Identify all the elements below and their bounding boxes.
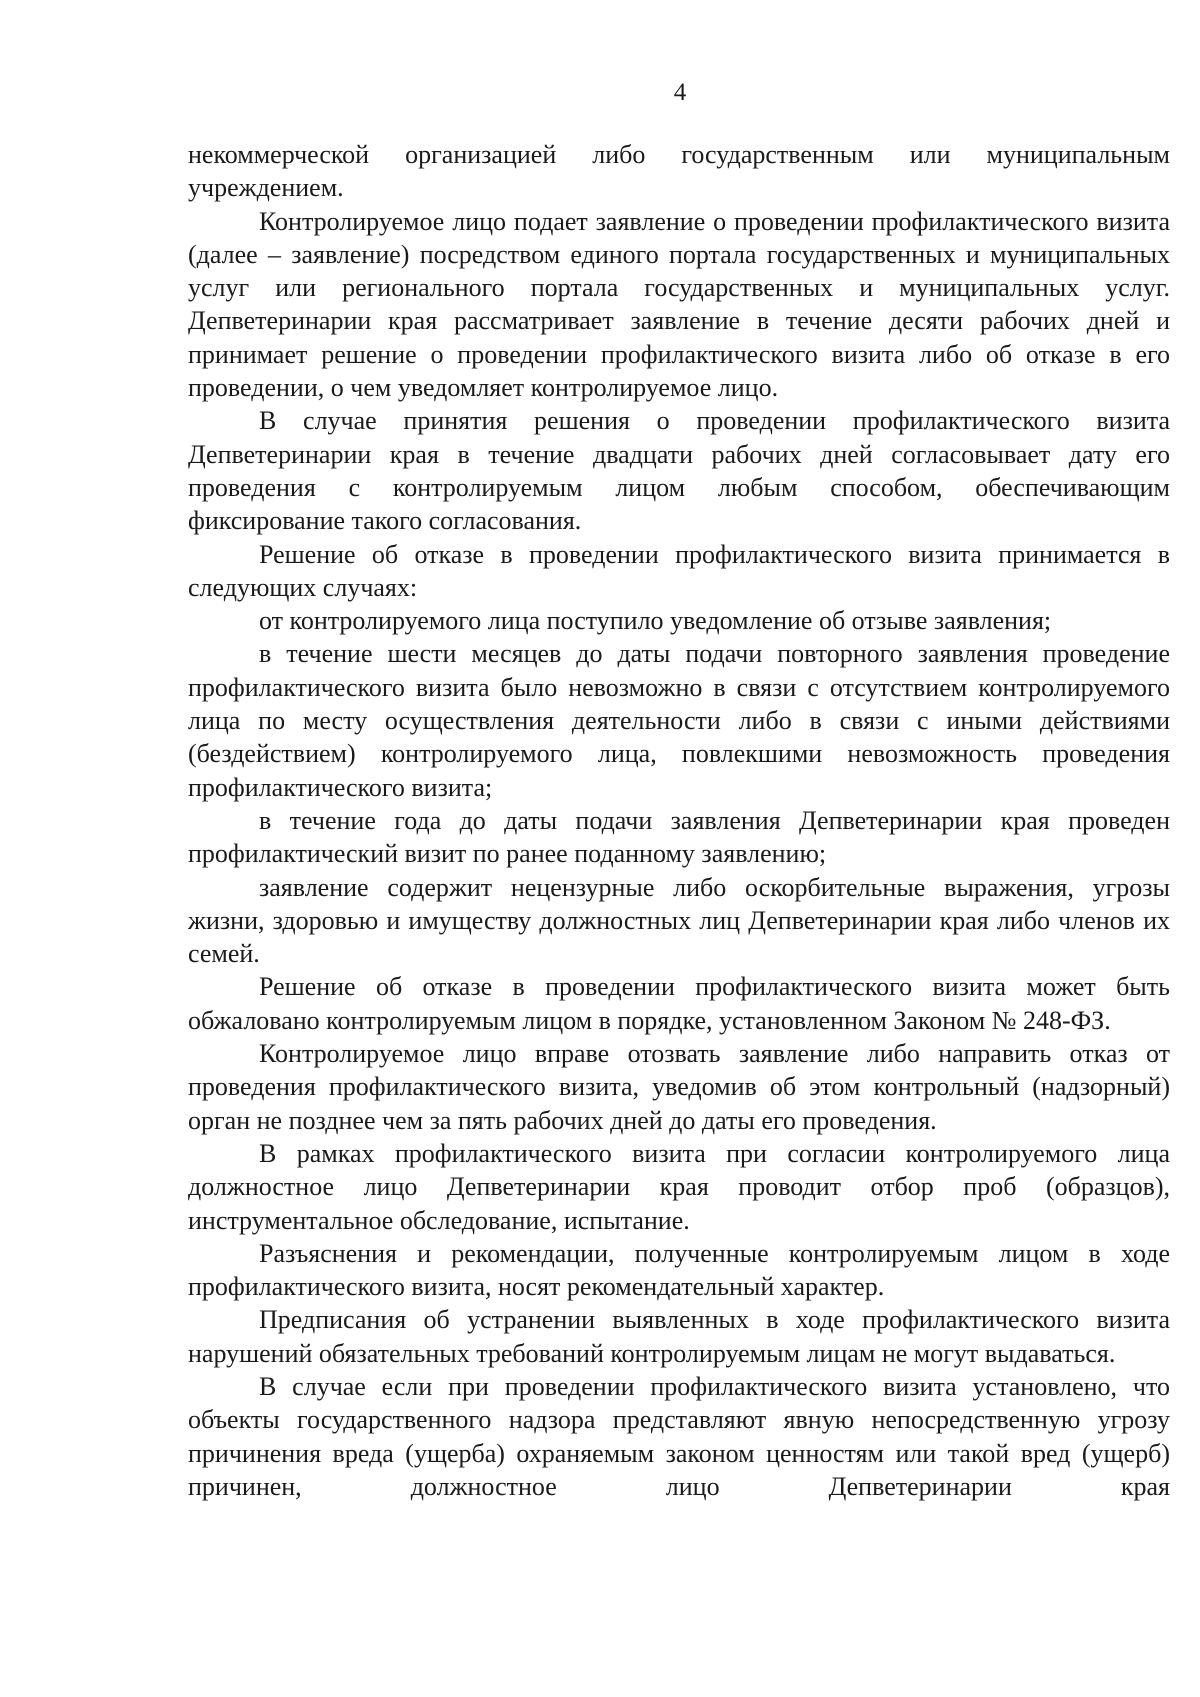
- paragraph-immediate-threat: В случае если при проведении профилактического визита установлено, что объекты государственного надзора представляют явную непосредственную угрозу причинения вреда (ущерба) охраняемым законом ценностям или такой вред (ущерб) причинен, должностное лицо Депветеринарии края: [188, 1371, 1170, 1501]
- paragraph-application-submission: Контролируемое лицо подает заявление о проведении профилактического визита (далее – заявление) посредством единого портала государственных и муниципальных услуг или регионального портала государственных и муниципальных услуг. Депветеринарии края рассматривает заявление в течение десяти рабочих дней и принимает решение о проведении профилактического визита либо об отказе в его проведении, о чем уведомляет контролируемое лицо.: [188, 206, 1170, 403]
- paragraph-visit-date-agreement: В случае принятия решения о проведении профилактического визита Депветеринарии края в течение двадцати рабочих дней согласовывает дату его проведения с контролируемым лицом любым способом, обеспечивающим фиксирование такого согласования.: [188, 406, 1170, 536]
- list-item-visit-already-held: в течение года до даты подачи заявления Депветеринарии края проведен профилактический визит по ранее поданному заявлению;: [188, 805, 1170, 869]
- list-item-visit-impossible: в течение шести месяцев до даты подачи повторного заявления проведение профилактического визита было невозможно в связи с отсутствием контролируемого лица по месту осуществления деятельности либо в связи с иными действиями (бездействием) контролируемого лица, повлекшими невозможность проведения профилактического визита;: [188, 639, 1170, 802]
- paragraph-recommendations: Разъяснения и рекомендации, полученные контролируемым лицом в ходе профилактического визита, носят рекомендательный характер.: [188, 1238, 1170, 1302]
- paragraph-refusal-cases-intro: Решение об отказе в проведении профилактического визита принимается в следующих случаях:: [188, 539, 1170, 602]
- paragraph-withdraw-application: Контролируемое лицо вправе отозвать заявление либо направить отказ от проведения профилактического визита, уведомив об этом контрольный (надзорный) орган не позднее чем за пять рабочих дней до даты его проведения.: [188, 1039, 1170, 1135]
- paragraph-sampling: В рамках профилактического визита при согласии контролируемого лица должностное лицо Депветеринарии края проводит отбор проб (образцов), инструментальное обследование, испытание.: [188, 1138, 1170, 1235]
- paragraph-no-orders: Предписания об устранении выявленных в ходе профилактического визита нарушений обязательных требований контролируемым лицам не могут выдаваться.: [188, 1305, 1170, 1368]
- paragraph-continuation: некоммерческой организацией либо государственным или муниципальным учреждением.: [188, 140, 1170, 203]
- page-number: 4: [673, 79, 687, 106]
- paragraph-appeal-refusal: Решение об отказе в проведении профилактического визита может быть обжаловано контролируемым лицом в порядке, установленном Законом № 248-ФЗ.: [188, 972, 1170, 1035]
- list-item-withdrawal-notice: от контролируемого лица поступило уведомление об отзыве заявления;: [259, 606, 1052, 636]
- list-item-offensive-statement: заявление содержит нецензурные либо оскорбительные выражения, угрозы жизни, здоровью и имуществу должностных лиц Депветеринарии края либо членов их семей.: [188, 872, 1170, 969]
- document-body: [188, 138, 1170, 1503]
